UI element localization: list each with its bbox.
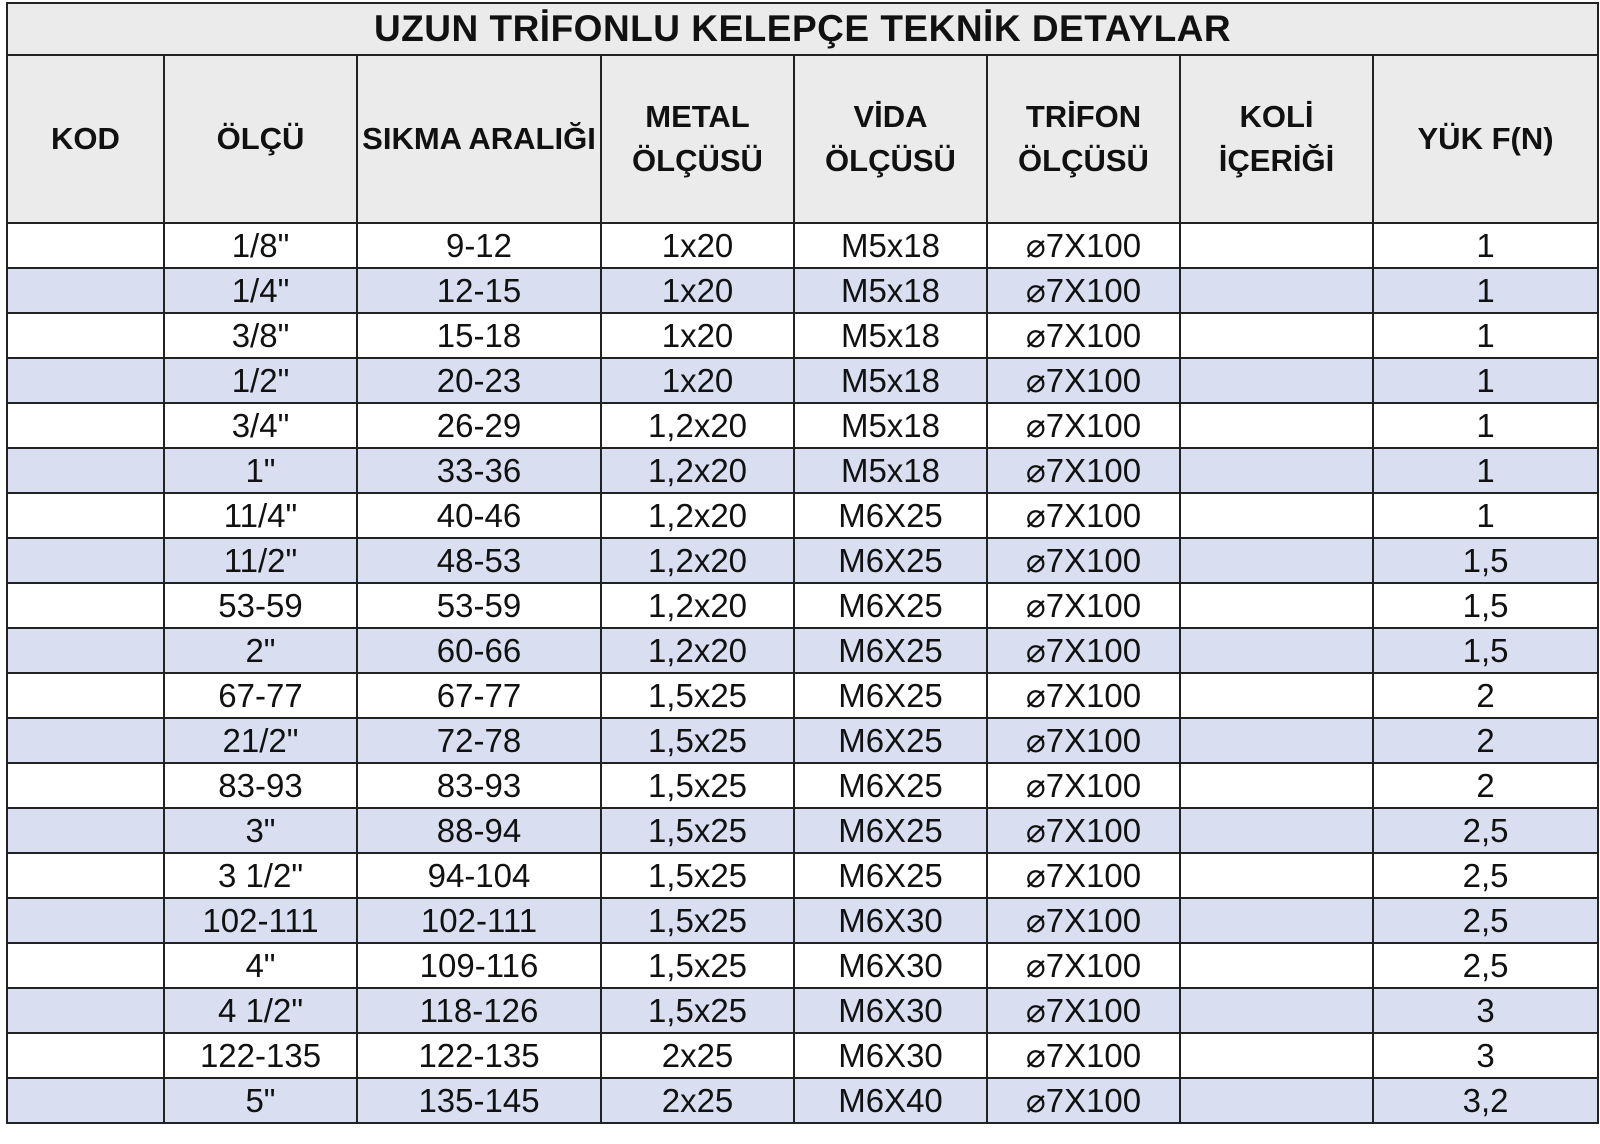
- cell-koli-icerigi: [1180, 988, 1373, 1033]
- table-row: [7, 718, 1598, 763]
- cell-trifon-olcusu: ⌀7X100: [987, 358, 1180, 403]
- table-row: [7, 358, 1598, 403]
- cell-vida-olcusu: M5x18: [794, 358, 987, 403]
- cell-metal-olcusu: 1,2x20: [601, 538, 794, 583]
- header-row: [7, 55, 1598, 223]
- cell-olcu: 1/2": [164, 358, 357, 403]
- cell-kod: [7, 988, 164, 1033]
- cell-trifon-olcusu: ⌀7X100: [987, 313, 1180, 358]
- cell-koli-icerigi: [1180, 1078, 1373, 1123]
- cell-metal-olcusu: 1,2x20: [601, 448, 794, 493]
- cell-sikma-araligi: 118-126: [357, 988, 601, 1033]
- table-row: [7, 808, 1598, 853]
- cell-trifon-olcusu: ⌀7X100: [987, 673, 1180, 718]
- cell-yuk: 2,5: [1373, 853, 1598, 898]
- cell-koli-icerigi: [1180, 448, 1373, 493]
- cell-yuk: 2,5: [1373, 943, 1598, 988]
- cell-kod: [7, 853, 164, 898]
- cell-olcu: 4": [164, 943, 357, 988]
- cell-metal-olcusu: 1x20: [601, 223, 794, 268]
- cell-yuk: 2: [1373, 763, 1598, 808]
- cell-vida-olcusu: M6X30: [794, 943, 987, 988]
- table-row: [7, 763, 1598, 808]
- cell-yuk: 1: [1373, 403, 1598, 448]
- cell-olcu: 1": [164, 448, 357, 493]
- cell-sikma-araligi: 122-135: [357, 1033, 601, 1078]
- cell-olcu: 5": [164, 1078, 357, 1123]
- cell-trifon-olcusu: ⌀7X100: [987, 628, 1180, 673]
- cell-trifon-olcusu: ⌀7X100: [987, 763, 1180, 808]
- cell-sikma-araligi: 83-93: [357, 763, 601, 808]
- cell-olcu: 102-111: [164, 898, 357, 943]
- table-row: [7, 943, 1598, 988]
- cell-yuk: 1,5: [1373, 583, 1598, 628]
- cell-vida-olcusu: M5x18: [794, 313, 987, 358]
- cell-kod: [7, 1078, 164, 1123]
- cell-kod: [7, 898, 164, 943]
- cell-vida-olcusu: M6X25: [794, 673, 987, 718]
- cell-koli-icerigi: [1180, 1033, 1373, 1078]
- cell-kod: [7, 673, 164, 718]
- table-row: [7, 853, 1598, 898]
- cell-koli-icerigi: [1180, 223, 1373, 268]
- cell-vida-olcusu: M6X30: [794, 1033, 987, 1078]
- cell-metal-olcusu: 1x20: [601, 268, 794, 313]
- cell-kod: [7, 763, 164, 808]
- cell-vida-olcusu: M6X25: [794, 763, 987, 808]
- cell-kod: [7, 583, 164, 628]
- cell-vida-olcusu: M5x18: [794, 223, 987, 268]
- cell-yuk: 2: [1373, 673, 1598, 718]
- cell-metal-olcusu: 1x20: [601, 358, 794, 403]
- header-trifon-olcusu: TRİFON ÖLÇÜSÜ: [987, 55, 1180, 223]
- table-row: [7, 313, 1598, 358]
- cell-olcu: 3/4": [164, 403, 357, 448]
- table-row: [7, 673, 1598, 718]
- cell-sikma-araligi: 88-94: [357, 808, 601, 853]
- cell-metal-olcusu: 1,5x25: [601, 718, 794, 763]
- cell-yuk: 2: [1373, 718, 1598, 763]
- cell-metal-olcusu: 1x20: [601, 313, 794, 358]
- cell-kod: [7, 223, 164, 268]
- cell-sikma-araligi: 12-15: [357, 268, 601, 313]
- spec-table: [6, 2, 1599, 1124]
- cell-trifon-olcusu: ⌀7X100: [987, 853, 1180, 898]
- header-olcu: ÖLÇÜ: [164, 55, 357, 223]
- cell-vida-olcusu: M6X25: [794, 853, 987, 898]
- cell-trifon-olcusu: ⌀7X100: [987, 1033, 1180, 1078]
- cell-koli-icerigi: [1180, 493, 1373, 538]
- cell-sikma-araligi: 60-66: [357, 628, 601, 673]
- header-vida-olcusu: VİDA ÖLÇÜSÜ: [794, 55, 987, 223]
- cell-metal-olcusu: 1,5x25: [601, 808, 794, 853]
- cell-trifon-olcusu: ⌀7X100: [987, 988, 1180, 1033]
- header-yuk: YÜK F(N): [1373, 55, 1598, 223]
- cell-vida-olcusu: M5x18: [794, 448, 987, 493]
- cell-koli-icerigi: [1180, 898, 1373, 943]
- cell-yuk: 3,2: [1373, 1078, 1598, 1123]
- cell-kod: [7, 628, 164, 673]
- cell-metal-olcusu: 1,5x25: [601, 763, 794, 808]
- cell-vida-olcusu: M6X25: [794, 493, 987, 538]
- cell-trifon-olcusu: ⌀7X100: [987, 583, 1180, 628]
- cell-kod: [7, 403, 164, 448]
- cell-koli-icerigi: [1180, 853, 1373, 898]
- cell-metal-olcusu: 1,5x25: [601, 988, 794, 1033]
- table-row: [7, 1033, 1598, 1078]
- table-row: [7, 538, 1598, 583]
- cell-olcu: 1/4": [164, 268, 357, 313]
- cell-kod: [7, 268, 164, 313]
- cell-sikma-araligi: 94-104: [357, 853, 601, 898]
- cell-koli-icerigi: [1180, 268, 1373, 313]
- cell-koli-icerigi: [1180, 763, 1373, 808]
- cell-vida-olcusu: M6X25: [794, 628, 987, 673]
- cell-vida-olcusu: M6X25: [794, 808, 987, 853]
- cell-olcu: 3": [164, 808, 357, 853]
- table-row: [7, 583, 1598, 628]
- cell-sikma-araligi: 15-18: [357, 313, 601, 358]
- cell-yuk: 2,5: [1373, 898, 1598, 943]
- cell-sikma-araligi: 109-116: [357, 943, 601, 988]
- cell-trifon-olcusu: ⌀7X100: [987, 943, 1180, 988]
- cell-kod: [7, 943, 164, 988]
- cell-metal-olcusu: 1,2x20: [601, 628, 794, 673]
- cell-vida-olcusu: M6X25: [794, 583, 987, 628]
- cell-yuk: 3: [1373, 988, 1598, 1033]
- cell-trifon-olcusu: ⌀7X100: [987, 718, 1180, 763]
- cell-trifon-olcusu: ⌀7X100: [987, 538, 1180, 583]
- cell-sikma-araligi: 135-145: [357, 1078, 601, 1123]
- cell-trifon-olcusu: ⌀7X100: [987, 493, 1180, 538]
- table-row: [7, 448, 1598, 493]
- cell-olcu: 122-135: [164, 1033, 357, 1078]
- spec-sheet: [6, 2, 1597, 1124]
- cell-vida-olcusu: M6X30: [794, 898, 987, 943]
- cell-koli-icerigi: [1180, 358, 1373, 403]
- cell-vida-olcusu: M5x18: [794, 403, 987, 448]
- cell-sikma-araligi: 40-46: [357, 493, 601, 538]
- cell-koli-icerigi: [1180, 673, 1373, 718]
- header-sikma-araligi: SIKMA ARALIĞI: [357, 55, 601, 223]
- cell-sikma-araligi: 26-29: [357, 403, 601, 448]
- table-row: [7, 1078, 1598, 1123]
- cell-vida-olcusu: M6X25: [794, 718, 987, 763]
- cell-olcu: 2": [164, 628, 357, 673]
- cell-koli-icerigi: [1180, 538, 1373, 583]
- table-row: [7, 493, 1598, 538]
- cell-olcu: 53-59: [164, 583, 357, 628]
- cell-metal-olcusu: 1,5x25: [601, 673, 794, 718]
- cell-trifon-olcusu: ⌀7X100: [987, 808, 1180, 853]
- cell-vida-olcusu: M6X30: [794, 988, 987, 1033]
- cell-sikma-araligi: 33-36: [357, 448, 601, 493]
- cell-kod: [7, 358, 164, 403]
- cell-yuk: 1: [1373, 448, 1598, 493]
- header-kod: KOD: [7, 55, 164, 223]
- cell-kod: [7, 313, 164, 358]
- cell-metal-olcusu: 1,2x20: [601, 493, 794, 538]
- table-row: [7, 223, 1598, 268]
- cell-olcu: 4 1/2": [164, 988, 357, 1033]
- cell-olcu: 67-77: [164, 673, 357, 718]
- table-row: [7, 898, 1598, 943]
- cell-metal-olcusu: 1,5x25: [601, 853, 794, 898]
- cell-trifon-olcusu: ⌀7X100: [987, 1078, 1180, 1123]
- cell-sikma-araligi: 48-53: [357, 538, 601, 583]
- cell-olcu: 11/4": [164, 493, 357, 538]
- cell-metal-olcusu: 1,5x25: [601, 943, 794, 988]
- table-row: [7, 628, 1598, 673]
- cell-yuk: 3: [1373, 1033, 1598, 1078]
- cell-sikma-araligi: 53-59: [357, 583, 601, 628]
- cell-metal-olcusu: 1,2x20: [601, 583, 794, 628]
- cell-koli-icerigi: [1180, 313, 1373, 358]
- cell-yuk: 1,5: [1373, 538, 1598, 583]
- cell-trifon-olcusu: ⌀7X100: [987, 448, 1180, 493]
- cell-koli-icerigi: [1180, 808, 1373, 853]
- cell-olcu: 11/2": [164, 538, 357, 583]
- cell-yuk: 1,5: [1373, 628, 1598, 673]
- cell-koli-icerigi: [1180, 583, 1373, 628]
- cell-yuk: 1: [1373, 268, 1598, 313]
- cell-koli-icerigi: [1180, 628, 1373, 673]
- cell-olcu: 3/8": [164, 313, 357, 358]
- cell-trifon-olcusu: ⌀7X100: [987, 268, 1180, 313]
- cell-kod: [7, 808, 164, 853]
- cell-sikma-araligi: 102-111: [357, 898, 601, 943]
- cell-metal-olcusu: 1,2x20: [601, 403, 794, 448]
- cell-vida-olcusu: M5x18: [794, 268, 987, 313]
- cell-olcu: 21/2": [164, 718, 357, 763]
- cell-kod: [7, 493, 164, 538]
- table-row: [7, 988, 1598, 1033]
- cell-olcu: 3 1/2": [164, 853, 357, 898]
- cell-metal-olcusu: 1,5x25: [601, 898, 794, 943]
- cell-olcu: 1/8": [164, 223, 357, 268]
- cell-kod: [7, 448, 164, 493]
- cell-olcu: 83-93: [164, 763, 357, 808]
- cell-kod: [7, 538, 164, 583]
- table-title: UZUN TRİFONLU KELEPÇE TEKNİK DETAYLAR: [7, 3, 1598, 55]
- cell-yuk: 1: [1373, 223, 1598, 268]
- cell-yuk: 1: [1373, 313, 1598, 358]
- cell-koli-icerigi: [1180, 403, 1373, 448]
- cell-yuk: 1: [1373, 493, 1598, 538]
- header-koli-icerigi: KOLİ İÇERİĞİ: [1180, 55, 1373, 223]
- cell-koli-icerigi: [1180, 718, 1373, 763]
- cell-yuk: 2,5: [1373, 808, 1598, 853]
- cell-metal-olcusu: 2x25: [601, 1033, 794, 1078]
- cell-sikma-araligi: 20-23: [357, 358, 601, 403]
- table-body: [7, 223, 1598, 1123]
- cell-yuk: 1: [1373, 358, 1598, 403]
- table-row: [7, 403, 1598, 448]
- cell-vida-olcusu: M6X25: [794, 538, 987, 583]
- cell-sikma-araligi: 67-77: [357, 673, 601, 718]
- cell-sikma-araligi: 9-12: [357, 223, 601, 268]
- cell-trifon-olcusu: ⌀7X100: [987, 898, 1180, 943]
- header-metal-olcusu: METAL ÖLÇÜSÜ: [601, 55, 794, 223]
- cell-trifon-olcusu: ⌀7X100: [987, 403, 1180, 448]
- cell-koli-icerigi: [1180, 943, 1373, 988]
- cell-trifon-olcusu: ⌀7X100: [987, 223, 1180, 268]
- table-row: [7, 268, 1598, 313]
- cell-vida-olcusu: M6X40: [794, 1078, 987, 1123]
- cell-metal-olcusu: 2x25: [601, 1078, 794, 1123]
- cell-kod: [7, 718, 164, 763]
- cell-kod: [7, 1033, 164, 1078]
- cell-sikma-araligi: 72-78: [357, 718, 601, 763]
